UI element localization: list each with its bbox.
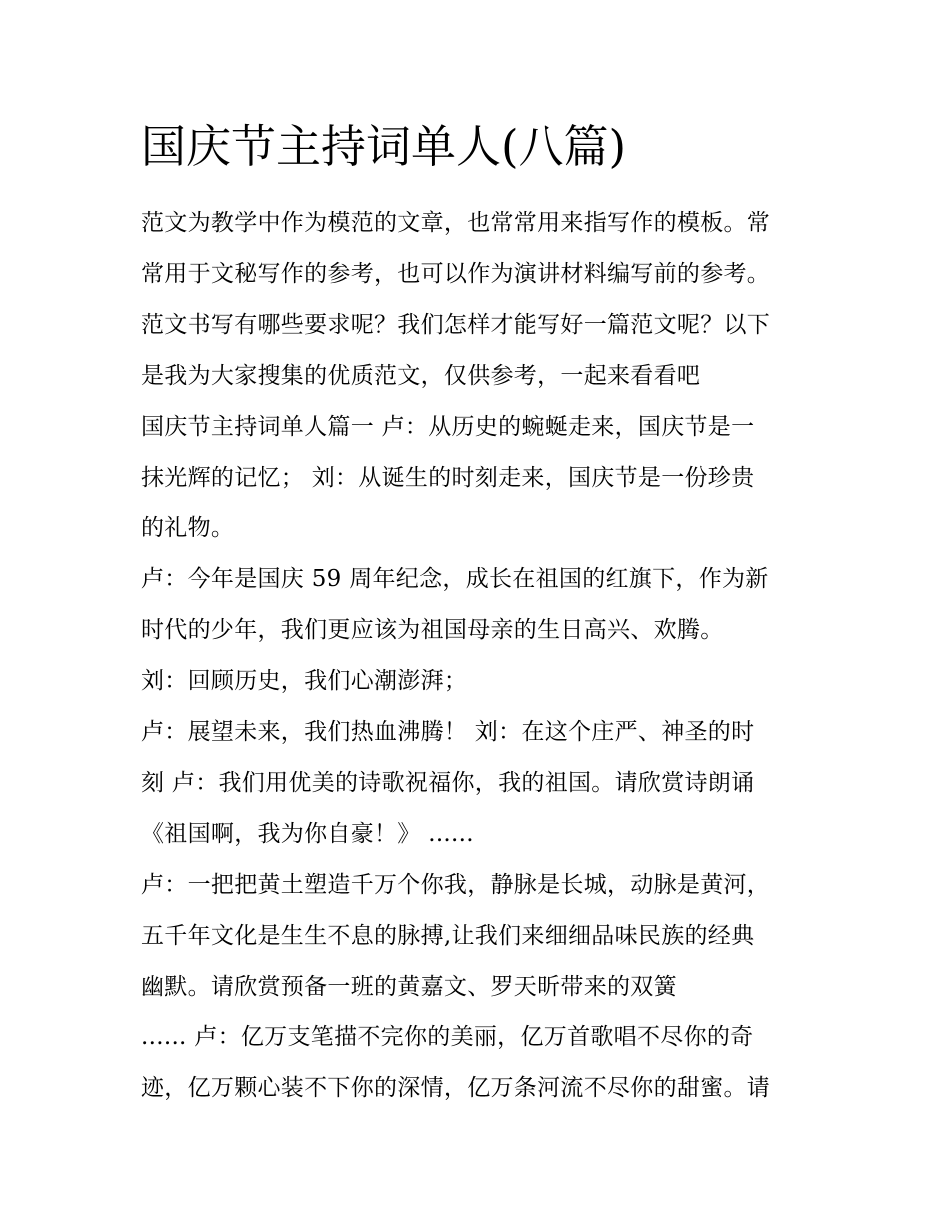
- paragraph-line: 五千年文化是生生不息的脉搏,让我们来细细品味民族的经典: [141, 923, 755, 949]
- paragraph-line: 范文书写有哪些要求呢？我们怎样才能写好一篇范文呢？以下: [141, 312, 771, 338]
- document-title: 国庆节主持词单人(八篇): [141, 120, 627, 173]
- paragraph-line: 是我为大家搜集的优质范文，仅供参考，一起来看看吧: [141, 363, 701, 389]
- paragraph-line: 卢：今年是国庆 59 周年纪念，成长在祖国的红旗下，作为新: [141, 566, 769, 592]
- paragraph-line: 常用于文秘写作的参考，也可以作为演讲材料编写前的参考。: [141, 261, 771, 287]
- paragraph-line: 抹光辉的记忆； 刘：从诞生的时刻走来，国庆节是一份珍贵: [141, 465, 755, 491]
- paragraph-line: 幽默。请欣赏预备一班的黄嘉文、罗天昕带来的双簧: [141, 974, 677, 1000]
- paragraph-line: 《祖国啊，我为你自豪！》 ......: [141, 821, 474, 847]
- paragraph-line: 卢：一把把黄土塑造千万个你我，静脉是长城，动脉是黄河，: [141, 872, 771, 898]
- paragraph-line: 刻 卢：我们用优美的诗歌祝福你，我的祖国。请欣赏诗朗诵: [141, 770, 755, 796]
- paragraph-line: 范文为教学中作为模范的文章，也常常用来指写作的模板。常: [141, 210, 771, 236]
- paragraph-line: 迹，亿万颗心装不下你的深情，亿万条河流不尽你的甜蜜。请: [141, 1075, 771, 1101]
- paragraph-line: 刘：回顾历史，我们心潮澎湃；: [141, 668, 468, 694]
- paragraph-line: 时代的少年，我们更应该为祖国母亲的生日高兴、欢腾。: [141, 617, 724, 643]
- paragraph-line: 国庆节主持词单人篇一 卢：从历史的蜿蜒走来，国庆节是一: [141, 414, 755, 440]
- paragraph-line: 卢：展望未来，我们热血沸腾！ 刘：在这个庄严、神圣的时: [141, 719, 755, 745]
- paragraph-line: ...... 卢：亿万支笔描不完你的美丽，亿万首歌唱不尽你的奇: [141, 1024, 754, 1050]
- paragraph-line: 的礼物。: [141, 515, 235, 541]
